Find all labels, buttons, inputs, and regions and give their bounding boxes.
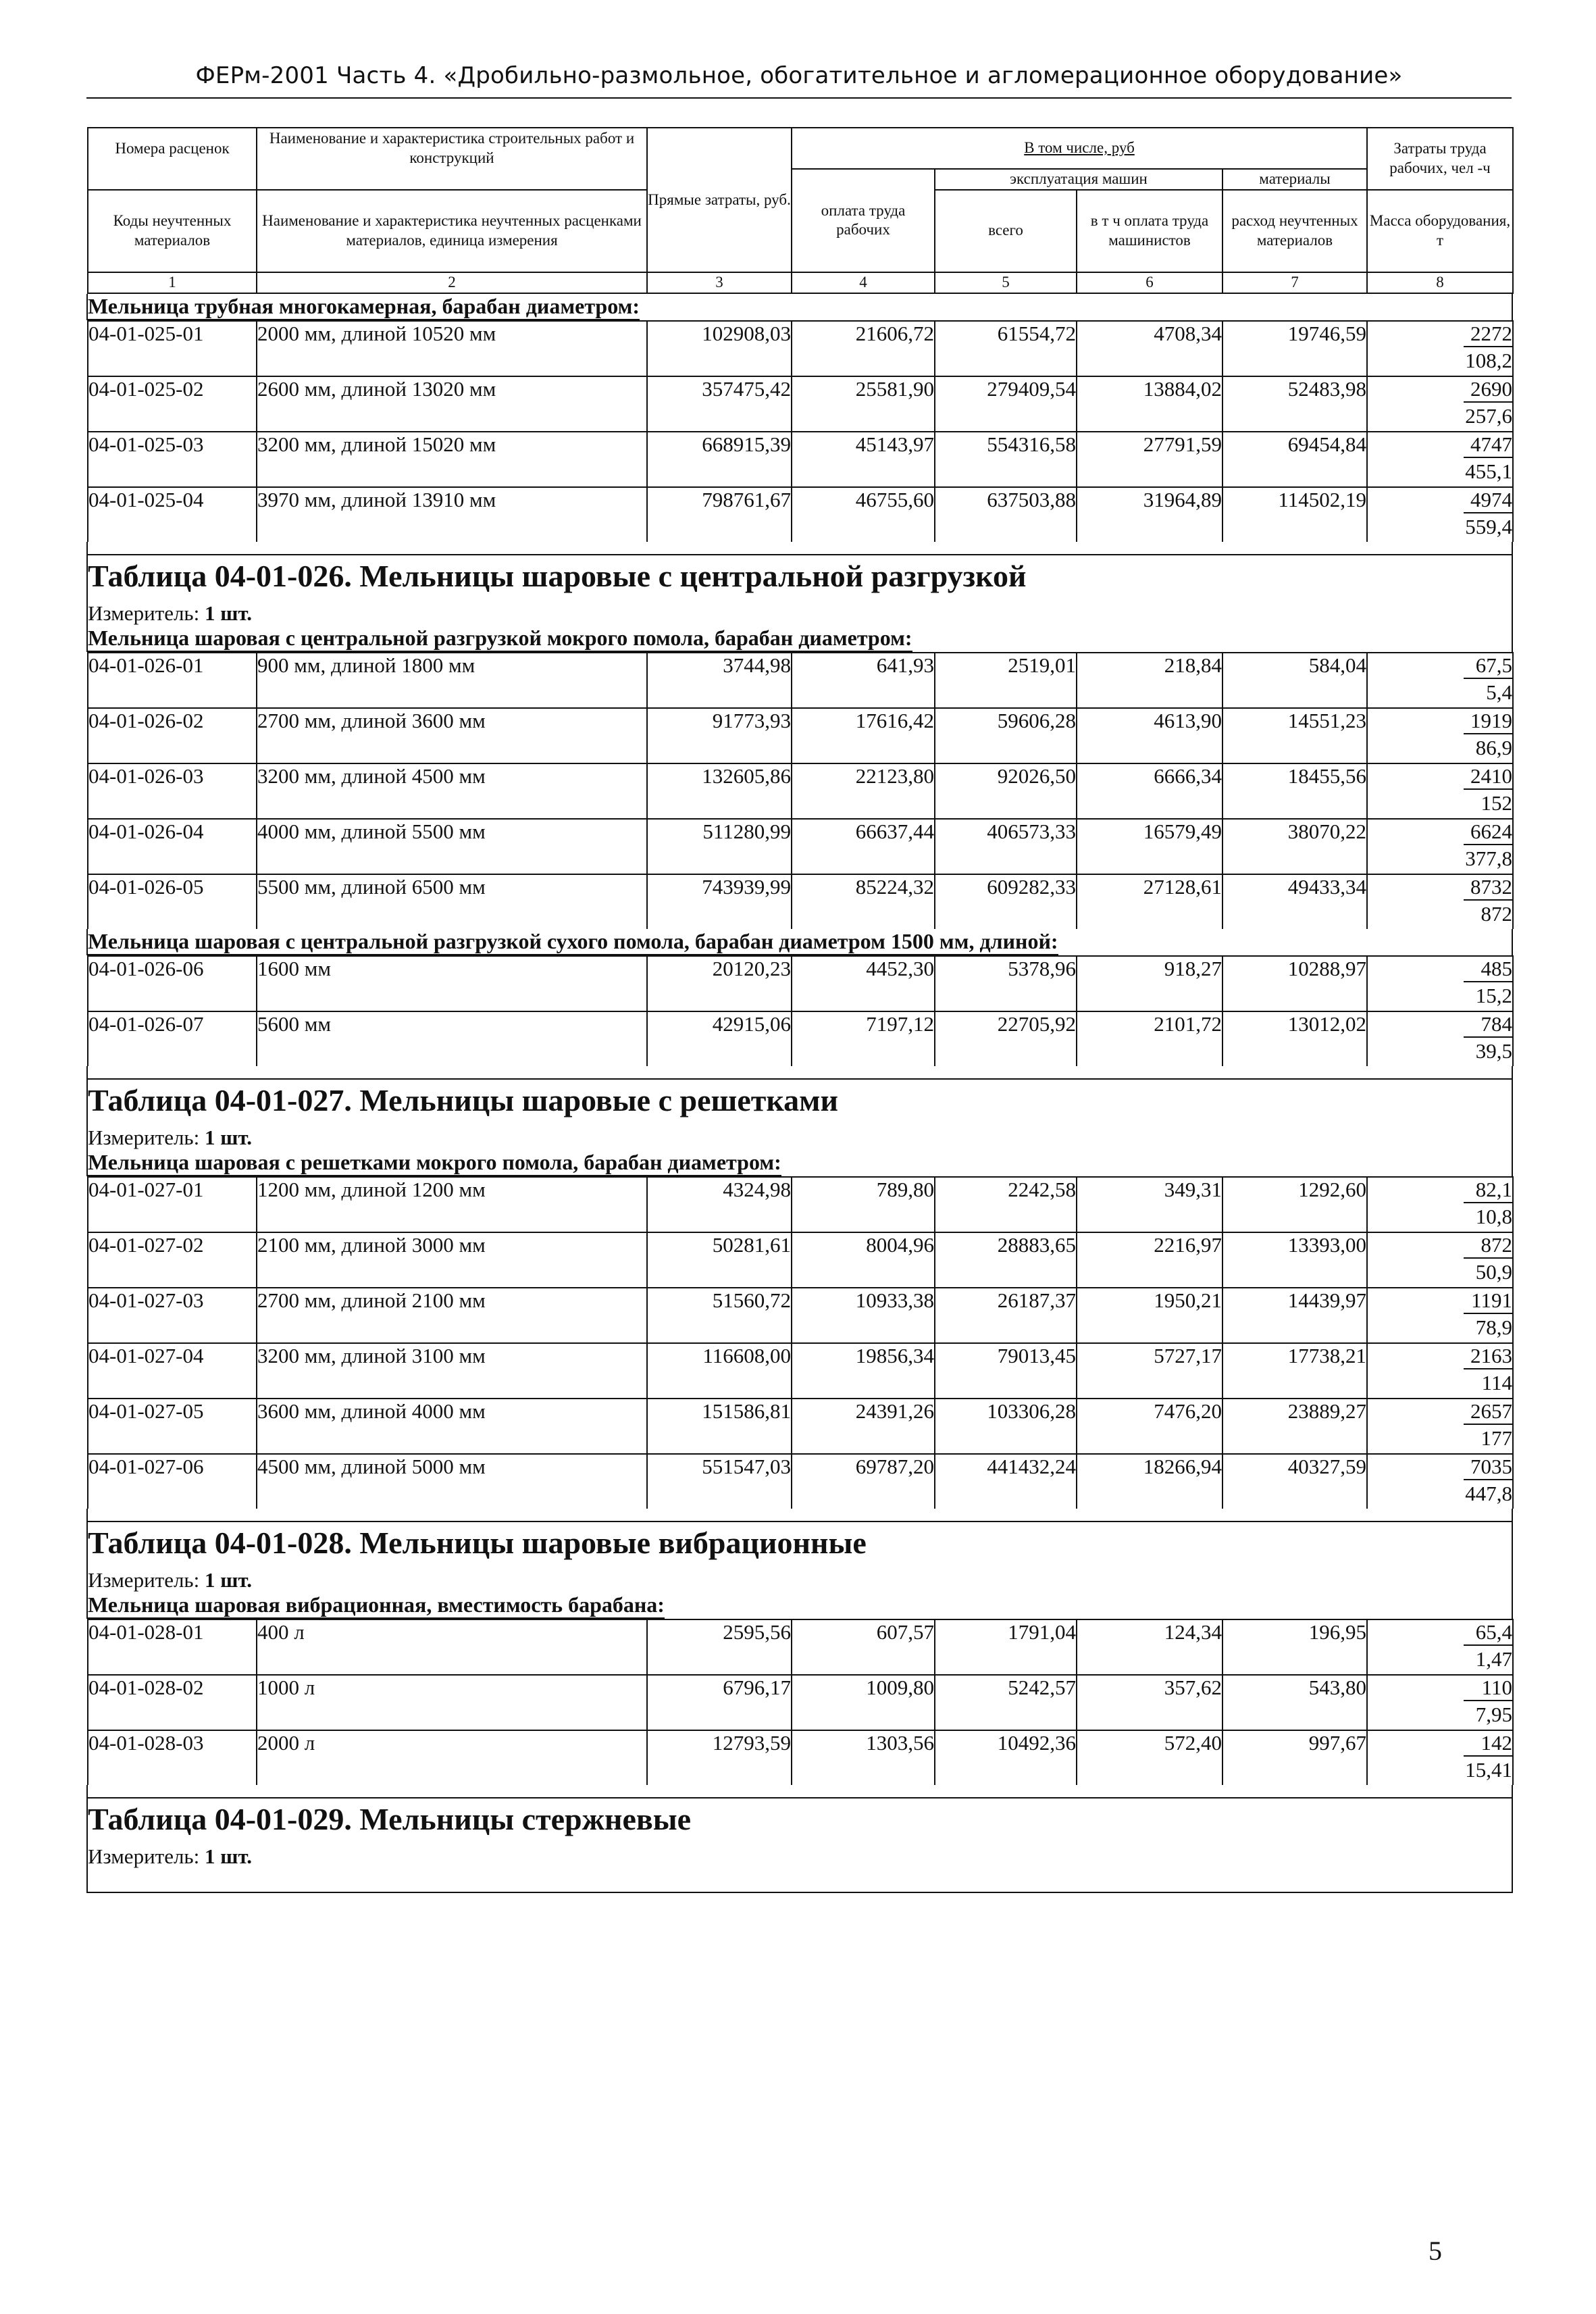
group-heading-text: Мельница шаровая вибрационная, вместимость барабана: — [88, 1592, 665, 1619]
group-heading-text: Мельница шаровая с решетками мокрого помола, барабан диаметром: — [88, 1150, 781, 1176]
materials-consumption-header: расход неучтенных материалов — [1222, 190, 1367, 272]
rate-code: 04-01-026-06 — [88, 956, 257, 1011]
labor-hours — [1367, 1399, 1513, 1426]
table-row — [88, 819, 1513, 847]
labor-pay: 85224,32 — [792, 874, 935, 929]
labor-pay: 607,57 — [792, 1619, 935, 1675]
labor-hours-value: 4974 — [1464, 488, 1512, 513]
labor-hours — [1367, 1730, 1513, 1758]
rates-table — [87, 1619, 1514, 1785]
equipment-mass: 78,9 — [1367, 1315, 1513, 1343]
materials-cost: 18455,56 — [1222, 763, 1367, 819]
including-header: В том числе, руб — [792, 128, 1367, 169]
materials-cost: 13393,00 — [1222, 1232, 1367, 1288]
labor-hours — [1367, 1619, 1513, 1647]
labor-hours-value: 2272 — [1464, 322, 1512, 347]
machine-cost: 22705,92 — [935, 1011, 1077, 1066]
labor-hours — [1367, 1454, 1513, 1482]
rates-table — [87, 320, 1514, 542]
labor-pay: 69787,20 — [792, 1454, 935, 1509]
table-row — [88, 1454, 1513, 1482]
labor-pay: 641,93 — [792, 653, 935, 708]
machine-cost: 406573,33 — [935, 819, 1077, 874]
labor-pay: 45143,97 — [792, 432, 935, 487]
equipment-mass: 50,9 — [1367, 1260, 1513, 1288]
rate-code: 04-01-027-05 — [88, 1399, 257, 1454]
labor-hours-value: 82,1 — [1464, 1178, 1512, 1203]
rate-code: 04-01-026-05 — [88, 874, 257, 929]
equipment-mass: 15,41 — [1367, 1758, 1513, 1785]
materials-cost: 997,67 — [1222, 1730, 1367, 1785]
materials-cost: 52483,98 — [1222, 376, 1367, 432]
direct-cost: 12793,59 — [647, 1730, 792, 1785]
equipment-mass: 152 — [1367, 791, 1513, 819]
direct-cost: 116608,00 — [647, 1343, 792, 1399]
machine-cost: 2519,01 — [935, 653, 1077, 708]
work-description: 2600 мм, длиной 13020 мм — [257, 376, 647, 432]
machinists-pay: 6666,34 — [1077, 763, 1222, 819]
equipment-mass: 559,4 — [1367, 515, 1513, 542]
equipment-mass: 5,4 — [1367, 680, 1513, 708]
labor-pay: 1009,80 — [792, 1675, 935, 1730]
column-header — [87, 127, 1514, 294]
rate-code: 04-01-025-04 — [88, 487, 257, 542]
machinists-pay: 2216,97 — [1077, 1232, 1222, 1288]
labor-hours — [1367, 874, 1513, 902]
measure-value: 1 шт. — [204, 601, 253, 625]
equipment-mass: 39,5 — [1367, 1039, 1513, 1066]
table-row — [88, 487, 1513, 515]
machine-cost: 5378,96 — [935, 956, 1077, 1011]
work-description: 3600 мм, длиной 4000 мм — [257, 1399, 647, 1454]
table-title: Таблица 04-01-027. Мельницы шаровые с решетками — [87, 1079, 1512, 1122]
labor-hours — [1367, 1343, 1513, 1371]
machinists-pay: 16579,49 — [1077, 819, 1222, 874]
labor-hours — [1367, 763, 1513, 791]
labor-pay: 25581,90 — [792, 376, 935, 432]
rate-code: 04-01-027-03 — [88, 1288, 257, 1343]
rate-code: 04-01-028-03 — [88, 1730, 257, 1785]
work-description: 1000 л — [257, 1675, 647, 1730]
equipment-mass: 10,8 — [1367, 1205, 1513, 1232]
labor-hours-value: 65,4 — [1464, 1620, 1512, 1646]
materials-cost: 17738,21 — [1222, 1343, 1367, 1399]
labor-pay: 17616,42 — [792, 708, 935, 763]
work-description: 2700 мм, длиной 2100 мм — [257, 1288, 647, 1343]
equipment-mass: 447,8 — [1367, 1482, 1513, 1509]
measure-label: Измеритель: — [88, 1567, 200, 1592]
labor-pay: 10933,38 — [792, 1288, 935, 1343]
machinists-pay: 13884,02 — [1077, 376, 1222, 432]
group-heading — [87, 1592, 1512, 1619]
table-row — [88, 956, 1513, 984]
table-row — [88, 708, 1513, 736]
measure-label: Измеритель: — [88, 1125, 200, 1149]
equipment-mass: 257,6 — [1367, 404, 1513, 432]
materials-cost: 38070,22 — [1222, 819, 1367, 874]
col-number: 2 — [257, 272, 647, 293]
materials-cost: 13012,02 — [1222, 1011, 1367, 1066]
labor-pay: 7197,12 — [792, 1011, 935, 1066]
work-description: 400 л — [257, 1619, 647, 1675]
labor-hours-value: 6624 — [1464, 820, 1512, 845]
labor-pay: 22123,80 — [792, 763, 935, 819]
materials-cost: 1292,60 — [1222, 1177, 1367, 1232]
machinists-pay: 27128,61 — [1077, 874, 1222, 929]
machines-total-header: всего — [935, 190, 1077, 272]
direct-cost: 132605,86 — [647, 763, 792, 819]
unit-of-measure — [87, 597, 1512, 626]
col-number: 7 — [1222, 272, 1367, 293]
unit-of-measure — [87, 1122, 1512, 1150]
table-title: Таблица 04-01-028. Мельницы шаровые вибрационные — [87, 1521, 1512, 1564]
labor-hours — [1367, 1675, 1513, 1703]
equipment-mass: 872 — [1367, 902, 1513, 929]
labor-pay: 789,80 — [792, 1177, 935, 1232]
col1-top-header: Номера расценок — [88, 128, 257, 169]
measure-value: 1 шт. — [204, 1125, 253, 1149]
table-row — [88, 1177, 1513, 1205]
group-heading — [87, 294, 1512, 320]
labor-hours-value: 4747 — [1464, 432, 1512, 458]
work-description: 3970 мм, длиной 13910 мм — [257, 487, 647, 542]
labor-hours — [1367, 376, 1513, 404]
group-heading — [87, 626, 1512, 652]
labor-pay: 8004,96 — [792, 1232, 935, 1288]
table-row — [88, 1619, 1513, 1647]
col-number: 6 — [1077, 272, 1222, 293]
header-rule — [86, 97, 1512, 99]
work-description: 1600 мм — [257, 956, 647, 1011]
labor-hours — [1367, 1232, 1513, 1260]
rates-table — [87, 652, 1514, 929]
labor-hours-value: 67,5 — [1464, 653, 1512, 679]
labor-hours-value: 8732 — [1464, 875, 1512, 901]
labor-pay: 21606,72 — [792, 321, 935, 376]
materials-cost: 114502,19 — [1222, 487, 1367, 542]
machine-cost: 61554,72 — [935, 321, 1077, 376]
direct-cost: 4324,98 — [647, 1177, 792, 1232]
rate-code: 04-01-027-02 — [88, 1232, 257, 1288]
direct-cost: 42915,06 — [647, 1011, 792, 1066]
table-row — [88, 1232, 1513, 1260]
work-description: 2700 мм, длиной 3600 мм — [257, 708, 647, 763]
table-row — [88, 1399, 1513, 1426]
machinists-pay-header: в т ч оплата труда машинистов — [1077, 190, 1222, 272]
page-number: 5 — [1428, 2236, 1442, 2266]
machinists-pay: 357,62 — [1077, 1675, 1222, 1730]
group-heading-text: Мельница шаровая с центральной разгрузкой сухого помола, барабан диаметром 1500 мм, длиной: — [88, 929, 1058, 955]
machinists-pay: 918,27 — [1077, 956, 1222, 1011]
unit-of-measure — [87, 1564, 1512, 1592]
labor-hours-value: 485 — [1464, 957, 1512, 982]
machine-cost: 5242,57 — [935, 1675, 1077, 1730]
work-description: 3200 мм, длиной 15020 мм — [257, 432, 647, 487]
table-row — [88, 653, 1513, 680]
table-row — [88, 1730, 1513, 1758]
materials-cost: 543,80 — [1222, 1675, 1367, 1730]
equipment-mass: 7,95 — [1367, 1703, 1513, 1730]
rate-code: 04-01-026-01 — [88, 653, 257, 708]
direct-cost: 20120,23 — [647, 956, 792, 1011]
col-number: 8 — [1367, 272, 1513, 293]
machinists-pay: 27791,59 — [1077, 432, 1222, 487]
labor-pay: 1303,56 — [792, 1730, 935, 1785]
materials-header: материалы — [1222, 169, 1367, 190]
direct-cost: 6796,17 — [647, 1675, 792, 1730]
materials-cost: 23889,27 — [1222, 1399, 1367, 1454]
direct-cost: 511280,99 — [647, 819, 792, 874]
machinists-pay: 31964,89 — [1077, 487, 1222, 542]
table-row — [88, 763, 1513, 791]
materials-cost: 14439,97 — [1222, 1288, 1367, 1343]
machine-cost: 2242,58 — [935, 1177, 1077, 1232]
work-description: 3200 мм, длиной 4500 мм — [257, 763, 647, 819]
group-heading-text: Мельница шаровая с центральной разгрузкой мокрого помола, барабан диаметром: — [88, 626, 912, 652]
equipment-mass: 86,9 — [1367, 736, 1513, 763]
measure-value: 1 шт. — [204, 1567, 253, 1592]
machine-cost: 79013,45 — [935, 1343, 1077, 1399]
col2-bottom-header: Наименование и характеристика неучтенных расценками материалов, единица измерения — [257, 190, 647, 272]
equipment-mass: 108,2 — [1367, 349, 1513, 376]
labor-pay-header: оплата труда рабочих — [792, 169, 935, 272]
machine-cost: 59606,28 — [935, 708, 1077, 763]
labor-hours-value: 7035 — [1464, 1455, 1512, 1480]
labor-hours — [1367, 819, 1513, 847]
group-heading — [87, 1150, 1512, 1176]
equipment-mass: 377,8 — [1367, 847, 1513, 874]
machine-cost: 92026,50 — [935, 763, 1077, 819]
labor-hours-value: 872 — [1464, 1233, 1512, 1259]
machinists-pay: 7476,20 — [1077, 1399, 1222, 1454]
unit-of-measure — [87, 1840, 1512, 1869]
direct-cost: 2595,56 — [647, 1619, 792, 1675]
labor-hours-value: 2690 — [1464, 377, 1512, 403]
machine-cost: 26187,37 — [935, 1288, 1077, 1343]
col-number: 4 — [792, 272, 935, 293]
labor-hours — [1367, 1011, 1513, 1039]
materials-cost: 14551,23 — [1222, 708, 1367, 763]
equipment-mass: 114 — [1367, 1371, 1513, 1399]
materials-cost: 69454,84 — [1222, 432, 1367, 487]
running-header: ФЕРм-2001 Часть 4. «Дробильно-размольное, обогатительное и агломерационное оборудование» — [195, 62, 1403, 89]
measure-value: 1 шт. — [204, 1844, 253, 1868]
direct-cost: 91773,93 — [647, 708, 792, 763]
equipment-mass: 455,1 — [1367, 459, 1513, 487]
col8-top-header: Затраты труда рабочих, чел -ч — [1367, 128, 1513, 190]
equipment-mass: 15,2 — [1367, 984, 1513, 1011]
labor-hours — [1367, 487, 1513, 515]
rate-code: 04-01-026-03 — [88, 763, 257, 819]
rate-code: 04-01-028-02 — [88, 1675, 257, 1730]
estimate-document — [86, 127, 1513, 1893]
group-heading — [87, 929, 1512, 955]
rate-code: 04-01-027-06 — [88, 1454, 257, 1509]
work-description: 2000 мм, длиной 10520 мм — [257, 321, 647, 376]
machine-cost: 554316,58 — [935, 432, 1077, 487]
machine-cost: 609282,33 — [935, 874, 1077, 929]
labor-hours-value: 110 — [1464, 1676, 1512, 1701]
rates-table — [87, 1176, 1514, 1509]
labor-hours — [1367, 708, 1513, 736]
labor-hours-value: 1919 — [1464, 709, 1512, 734]
table-row — [88, 874, 1513, 902]
machine-cost: 103306,28 — [935, 1399, 1077, 1454]
machine-cost: 10492,36 — [935, 1730, 1077, 1785]
machinists-pay: 5727,17 — [1077, 1343, 1222, 1399]
direct-cost: 357475,42 — [647, 376, 792, 432]
col2-top-header: Наименование и характеристика строительных работ и конструкций — [257, 128, 647, 169]
direct-cost: 51560,72 — [647, 1288, 792, 1343]
work-description: 5600 мм — [257, 1011, 647, 1066]
materials-cost: 10288,97 — [1222, 956, 1367, 1011]
materials-cost: 49433,34 — [1222, 874, 1367, 929]
machinists-pay: 572,40 — [1077, 1730, 1222, 1785]
machinists-pay: 124,34 — [1077, 1619, 1222, 1675]
col1-bottom-header: Коды неучтенных материалов — [88, 190, 257, 272]
machine-cost: 637503,88 — [935, 487, 1077, 542]
machinists-pay: 18266,94 — [1077, 1454, 1222, 1509]
measure-label: Измеритель: — [88, 1844, 200, 1868]
table-title: Таблица 04-01-029. Мельницы стержневые — [87, 1798, 1512, 1840]
labor-hours — [1367, 956, 1513, 984]
machinists-pay: 2101,72 — [1077, 1011, 1222, 1066]
rate-code: 04-01-026-02 — [88, 708, 257, 763]
materials-cost: 19746,59 — [1222, 321, 1367, 376]
work-description: 5500 мм, длиной 6500 мм — [257, 874, 647, 929]
labor-hours — [1367, 1177, 1513, 1205]
labor-hours — [1367, 432, 1513, 459]
rate-code: 04-01-027-04 — [88, 1343, 257, 1399]
rate-code: 04-01-026-07 — [88, 1011, 257, 1066]
work-description: 4500 мм, длиной 5000 мм — [257, 1454, 647, 1509]
rate-code: 04-01-025-01 — [88, 321, 257, 376]
table-row — [88, 1675, 1513, 1703]
col3-header: Прямые затраты, руб. — [647, 128, 792, 272]
table-row — [88, 1011, 1513, 1039]
materials-cost: 196,95 — [1222, 1619, 1367, 1675]
direct-cost: 798761,67 — [647, 487, 792, 542]
machine-cost: 441432,24 — [935, 1454, 1077, 1509]
direct-cost: 151586,81 — [647, 1399, 792, 1454]
work-description: 4000 мм, длиной 5500 мм — [257, 819, 647, 874]
rate-code: 04-01-028-01 — [88, 1619, 257, 1675]
materials-cost: 40327,59 — [1222, 1454, 1367, 1509]
work-description: 2100 мм, длиной 3000 мм — [257, 1232, 647, 1288]
labor-pay: 19856,34 — [792, 1343, 935, 1399]
rate-code: 04-01-025-02 — [88, 376, 257, 432]
machinists-pay: 4613,90 — [1077, 708, 1222, 763]
direct-cost: 668915,39 — [647, 432, 792, 487]
labor-hours — [1367, 653, 1513, 680]
col-number: 5 — [935, 272, 1077, 293]
work-description: 2000 л — [257, 1730, 647, 1785]
direct-cost: 102908,03 — [647, 321, 792, 376]
labor-hours — [1367, 1288, 1513, 1315]
labor-pay: 24391,26 — [792, 1399, 935, 1454]
labor-hours — [1367, 321, 1513, 349]
direct-cost: 3744,98 — [647, 653, 792, 708]
machines-header: эксплуатация машин — [935, 169, 1222, 190]
work-description: 3200 мм, длиной 3100 мм — [257, 1343, 647, 1399]
labor-hours-value: 2657 — [1464, 1399, 1512, 1425]
machinists-pay: 1950,21 — [1077, 1288, 1222, 1343]
direct-cost: 50281,61 — [647, 1232, 792, 1288]
rate-code: 04-01-025-03 — [88, 432, 257, 487]
work-description: 900 мм, длиной 1800 мм — [257, 653, 647, 708]
machine-cost: 279409,54 — [935, 376, 1077, 432]
table-row — [88, 321, 1513, 349]
machine-cost: 1791,04 — [935, 1619, 1077, 1675]
table-title: Таблица 04-01-026. Мельницы шаровые с центральной разгрузкой — [87, 555, 1512, 597]
materials-cost: 584,04 — [1222, 653, 1367, 708]
work-description: 1200 мм, длиной 1200 мм — [257, 1177, 647, 1232]
col-number: 1 — [88, 272, 257, 293]
direct-cost: 551547,03 — [647, 1454, 792, 1509]
col8-bottom-header: Масса оборудования, т — [1367, 190, 1513, 272]
labor-hours-value: 142 — [1464, 1731, 1512, 1757]
table-row — [88, 432, 1513, 459]
rate-code: 04-01-027-01 — [88, 1177, 257, 1232]
labor-hours-value: 784 — [1464, 1012, 1512, 1038]
labor-pay: 46755,60 — [792, 487, 935, 542]
machinists-pay: 218,84 — [1077, 653, 1222, 708]
group-heading-text: Мельница трубная многокамерная, барабан диаметром: — [88, 294, 640, 320]
labor-pay: 66637,44 — [792, 819, 935, 874]
labor-hours-value: 1191 — [1464, 1288, 1512, 1314]
col-number: 3 — [647, 272, 792, 293]
machinists-pay: 4708,34 — [1077, 321, 1222, 376]
labor-hours-value: 2163 — [1464, 1344, 1512, 1369]
rates-table — [87, 955, 1514, 1066]
measure-label: Измеритель: — [88, 601, 200, 625]
direct-cost: 743939,99 — [647, 874, 792, 929]
equipment-mass: 177 — [1367, 1426, 1513, 1454]
table-row — [88, 376, 1513, 404]
machine-cost: 28883,65 — [935, 1232, 1077, 1288]
equipment-mass: 1,47 — [1367, 1647, 1513, 1675]
labor-pay: 4452,30 — [792, 956, 935, 1011]
machinists-pay: 349,31 — [1077, 1177, 1222, 1232]
labor-hours-value: 2410 — [1464, 764, 1512, 790]
table-row — [88, 1288, 1513, 1315]
rate-code: 04-01-026-04 — [88, 819, 257, 874]
table-row — [88, 1343, 1513, 1371]
